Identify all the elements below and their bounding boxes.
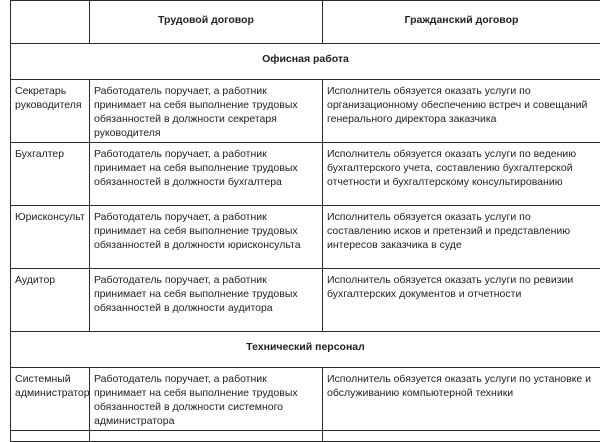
role-cell: Секретарь руководителя [11,80,90,143]
civil-cell: Исполнитель обязуется оказать услуги по ревизии бухгалтерских документов и отчетности [323,269,600,332]
section-title-technical: Технический персонал [11,332,600,368]
civil-cell: Исполнитель обязуется оказать услуги по установке и обслуживанию компьютерной техники [323,368,600,431]
table-row [11,206,600,269]
civil-cell: Исполнитель обязуется оказать услуги по организационному обеспечению встреч и совещаний генерального директора заказчика [323,80,600,143]
civil-cell: Исполнитель обязуется оказать услуги по составлению исков и претензий и представлению интересов заказчика в суде [323,206,600,269]
section-title-office: Офисная работа [11,44,600,80]
table-row [11,143,600,206]
header-empty-cell [11,1,90,44]
header-civil-contract: Гражданский договор [323,1,600,44]
role-cell: Бухгалтер [11,143,90,206]
continuation-cell [323,431,600,442]
table-row [11,80,600,143]
section-row-technical [11,332,600,368]
header-labor-contract: Трудовой договор [90,1,323,44]
labor-cell: Работодатель поручает, а работник принимает на себя выполнение трудовых обязанностей в должности аудитора [90,269,323,332]
labor-cell: Работодатель поручает, а работник принимает на себя выполнение трудовых обязанностей в должности юрисконсульта [90,206,323,269]
table-row [11,368,600,431]
continuation-cell [90,431,323,442]
labor-cell: Работодатель поручает, а работник принимает на себя выполнение трудовых обязанностей в должности системного администратора [90,368,323,431]
role-cell: Юрисконсульт [11,206,90,269]
contracts-comparison-table [10,0,600,442]
role-cell: Системный администратор [11,368,90,431]
table-header-row [11,1,600,44]
civil-cell: Исполнитель обязуется оказать услуги по ведению бухгалтерского учета, составлению бухгалтерской отчетности и бухгалтерскому консультированию [323,143,600,206]
labor-cell: Работодатель поручает, а работник принимает на себя выполнение трудовых обязанностей в должности бухгалтера [90,143,323,206]
table-row-continuation [11,431,600,442]
table-row [11,269,600,332]
labor-cell: Работодатель поручает, а работник принимает на себя выполнение трудовых обязанностей в должности секретаря руководителя [90,80,323,143]
section-row-office [11,44,600,80]
role-cell: Аудитор [11,269,90,332]
continuation-cell [11,431,90,442]
